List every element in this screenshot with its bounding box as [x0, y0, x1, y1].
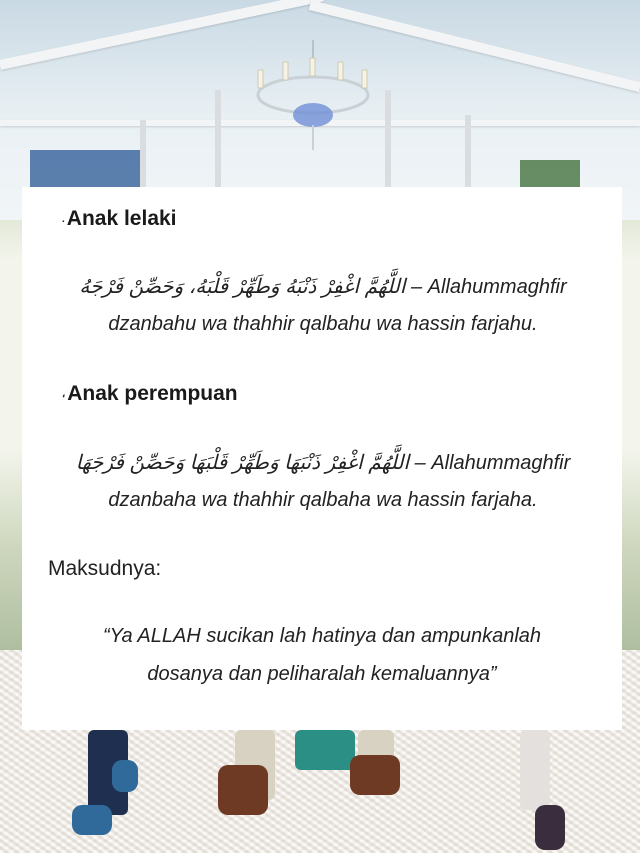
adult-shoe	[218, 765, 268, 815]
heading-anak-perempuan: ،Anak perempuan	[62, 382, 238, 405]
child-shoe	[72, 805, 112, 835]
arabic-text: اللَّهُمَّ اغْفِرْ ذَنْبَهَا وَطَهِّرْ قَلْبَهَا وَحَصِّنْ فَرْجَهَا	[75, 452, 410, 474]
doa-anak-perempuan	[58, 445, 588, 519]
doa-anak-lelaki	[58, 269, 588, 343]
adult-shoe	[350, 755, 400, 795]
chandelier-image	[248, 40, 378, 150]
tree	[520, 160, 580, 190]
floral-wall-left	[0, 220, 24, 670]
window-frame	[215, 90, 221, 190]
transliteration-start: – Allahummaghfir	[405, 276, 567, 298]
child-shoe	[535, 805, 565, 850]
city-building	[30, 150, 140, 190]
floral-wall-right	[620, 220, 640, 670]
arabic-text: اللَّهُمَّ اغْفِرْ ذَنْبَهُ وَطَهِّرْ قَلْبَهُ، وَحَصِّنْ فَرْجَهُ	[79, 276, 406, 298]
text-card	[22, 187, 622, 730]
transliteration-start: – Allahummaghfir	[409, 452, 571, 474]
meaning-quote	[62, 617, 582, 693]
quote-line-2: dosanya dan peliharalah kemaluannya”	[147, 663, 497, 685]
heading-anak-lelaki: .Anak lelaki	[62, 207, 177, 230]
bullet-marker: .	[62, 213, 65, 225]
meaning-label: Maksudnya:	[48, 557, 162, 580]
window-frame	[465, 115, 471, 190]
bullet-marker: ،	[62, 388, 66, 400]
transliteration-line: dzanbahu wa thahhir qalbahu wa hassin farjahu.	[108, 313, 538, 335]
window-frame	[385, 90, 391, 190]
quote-line-1: “Ya ALLAH sucikan lah hatinya dan ampunkanlah	[102, 625, 542, 647]
child-shoe	[112, 760, 138, 792]
transliteration-line: dzanbaha wa thahhir qalbaha wa hassin farjaha.	[108, 489, 538, 511]
child-dress	[295, 730, 355, 770]
window-frame	[140, 120, 146, 190]
child-leg	[520, 730, 550, 810]
